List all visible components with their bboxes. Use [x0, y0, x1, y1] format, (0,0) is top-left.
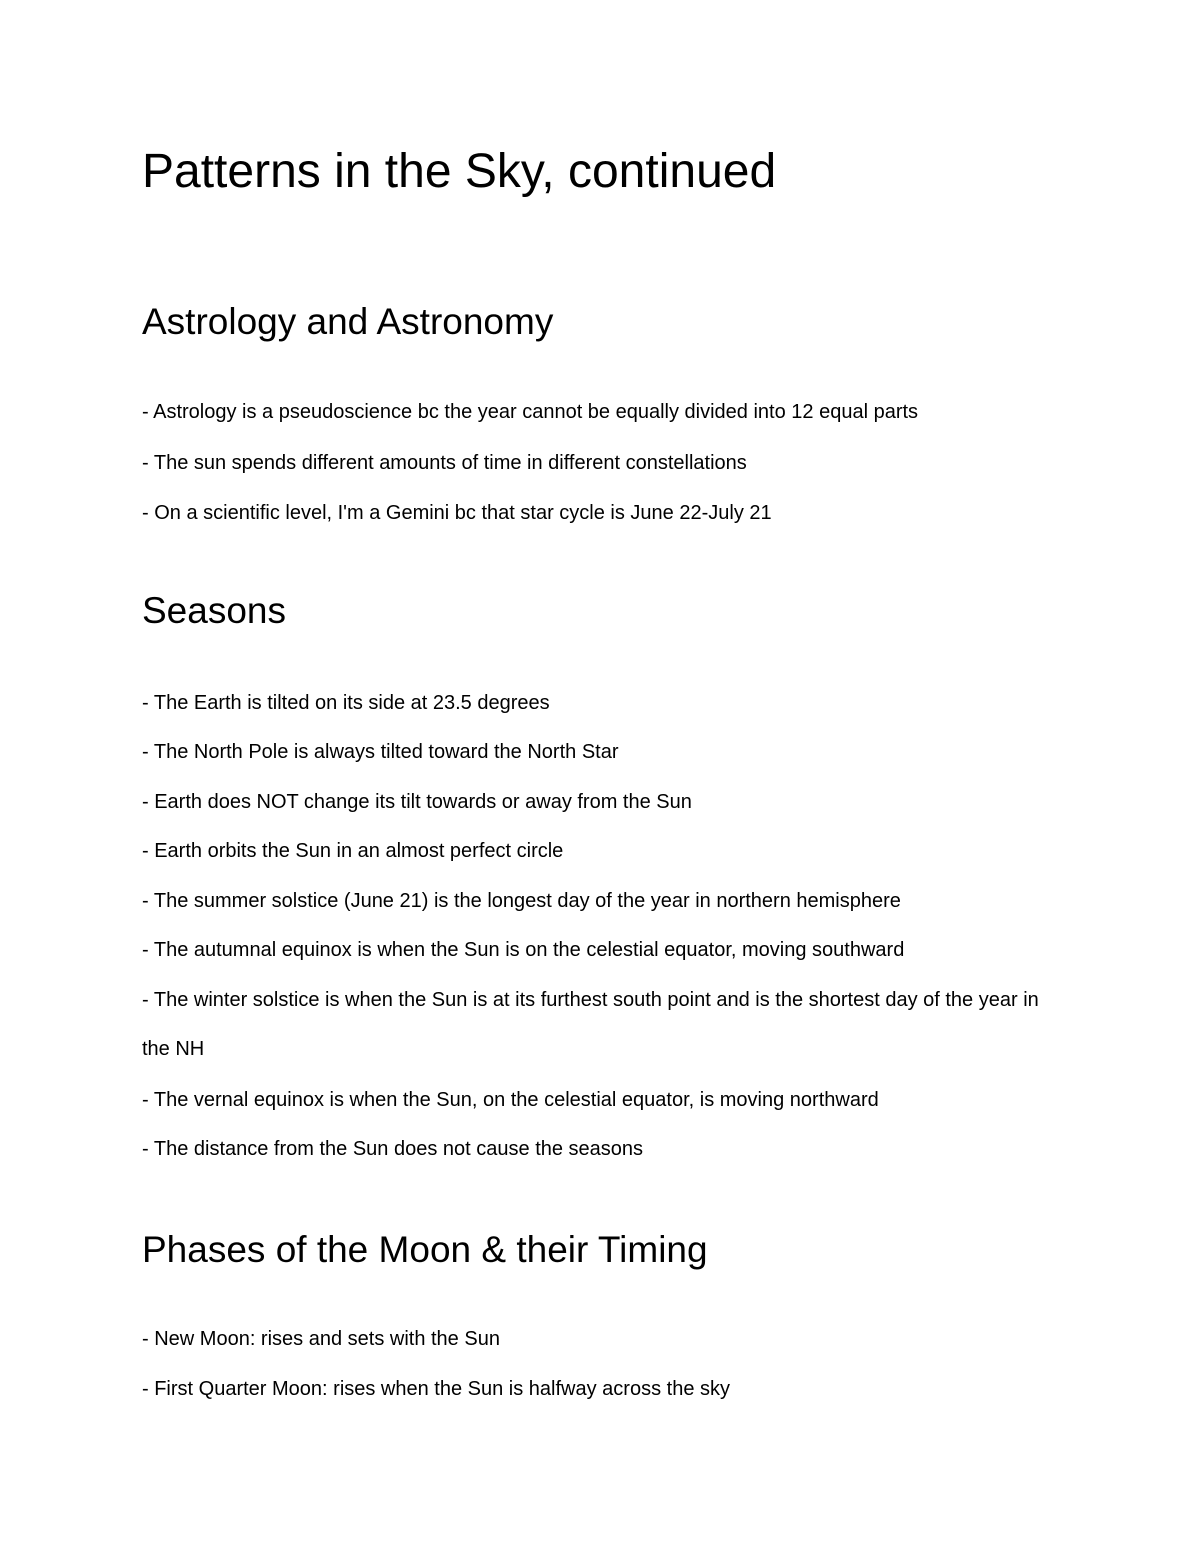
- section-heading-moon: Phases of the Moon & their Timing: [142, 1229, 708, 1270]
- bullet-item: - Earth orbits the Sun in an almost perfect circle: [142, 840, 564, 862]
- bullet-item: - The sun spends different amounts of time in different constellations: [142, 452, 747, 474]
- section-heading-astrology: Astrology and Astronomy: [142, 301, 554, 342]
- bullet-item: - The Earth is tilted on its side at 23.5 degrees: [142, 692, 550, 714]
- document-title: Patterns in the Sky, continued: [142, 145, 777, 198]
- bullet-item: - The winter solstice is when the Sun is at its furthest south point and is the shortest day of the year in the NH: [142, 989, 1039, 1060]
- bullet-item: - The summer solstice (June 21) is the longest day of the year in northern hemisphere: [142, 890, 901, 912]
- bullet-item: - On a scientific level, I'm a Gemini bc that star cycle is June 22-July 21: [142, 502, 772, 524]
- bullet-item: - The distance from the Sun does not cause the seasons: [142, 1138, 644, 1160]
- bullet-item: - Earth does NOT change its tilt towards or away from the Sun: [142, 791, 692, 813]
- bullet-item: - Astrology is a pseudoscience bc the year cannot be equally divided into 12 equal parts: [142, 401, 919, 423]
- bullet-item: - The autumnal equinox is when the Sun is on the celestial equator, moving southward: [142, 939, 905, 961]
- bullet-item: - The North Pole is always tilted toward the North Star: [142, 741, 619, 763]
- bullet-item: - The vernal equinox is when the Sun, on the celestial equator, is moving northward: [142, 1089, 879, 1111]
- section-heading-seasons: Seasons: [142, 590, 286, 631]
- bullet-item: - New Moon: rises and sets with the Sun: [142, 1328, 500, 1350]
- bullet-item: - First Quarter Moon: rises when the Sun is halfway across the sky: [142, 1378, 730, 1400]
